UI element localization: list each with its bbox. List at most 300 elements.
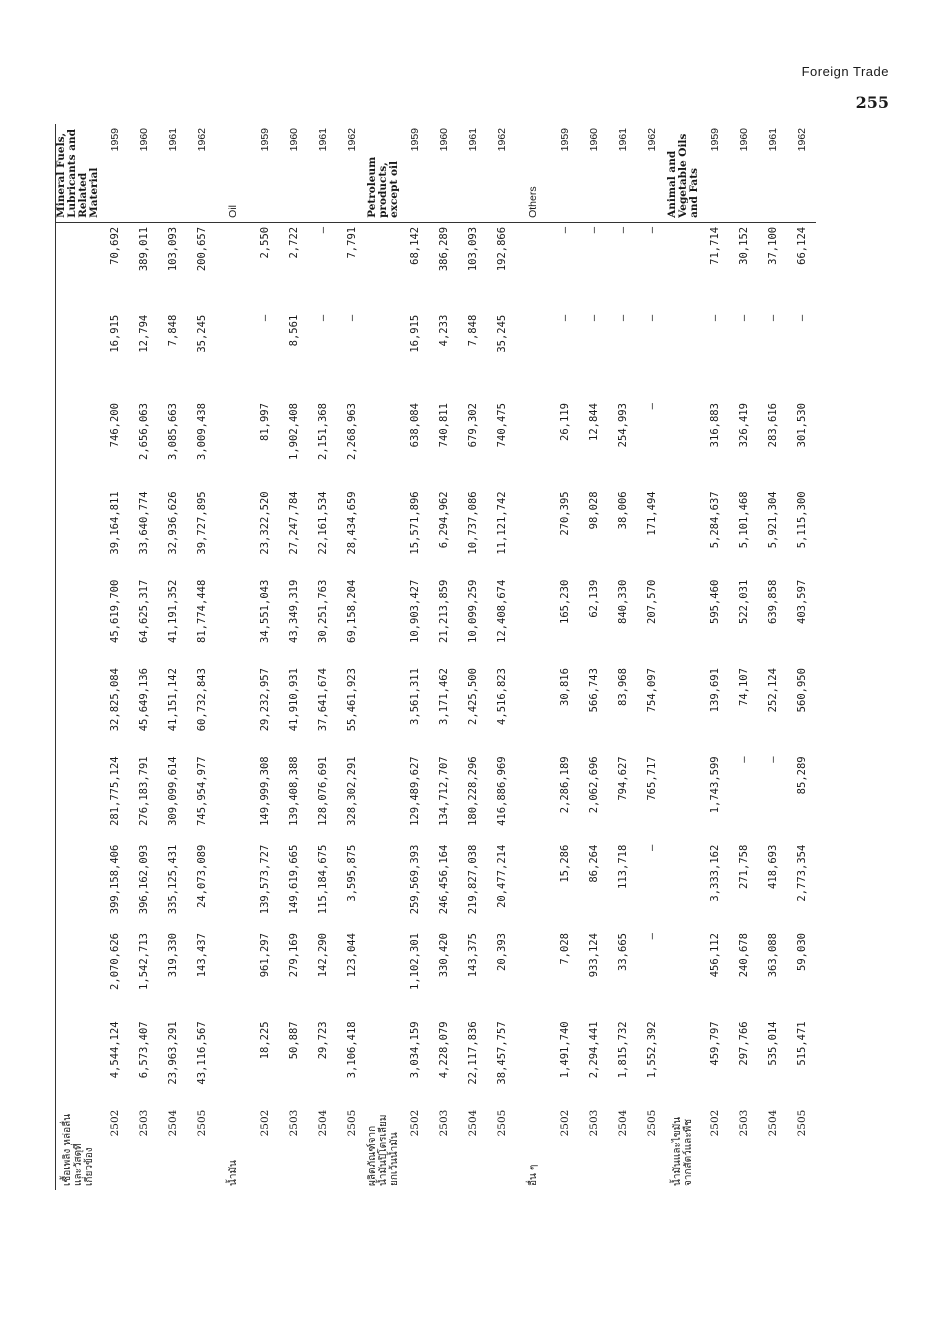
value-cell: 301,530 <box>795 403 808 448</box>
value-cell: 3,595,875 <box>345 844 358 902</box>
value-cell: 1,815,732 <box>616 1021 629 1079</box>
value-cell: 2,722 <box>287 226 300 259</box>
table-body <box>56 124 817 1190</box>
value-cell: 335,125,431 <box>166 844 179 915</box>
empty-cell <box>216 752 250 840</box>
value-cell: 32,936,626 <box>166 491 179 555</box>
value-cell: 2,268,963 <box>345 403 358 460</box>
value-cell: 41,151,142 <box>166 668 179 732</box>
value-cell: 4,544,124 <box>108 1021 121 1079</box>
value-cell: 37,100 <box>766 226 779 265</box>
empty-cell <box>56 664 101 752</box>
thai-year: 2504 <box>466 1109 479 1137</box>
value-cell: 64,625,317 <box>137 579 150 643</box>
value-cell: 10,737,086 <box>466 491 479 555</box>
value-cell: 139,691 <box>708 668 721 713</box>
value-cell: 7,848 <box>166 314 179 347</box>
value-cell: 134,712,707 <box>437 756 450 826</box>
thai-year: 2503 <box>737 1109 750 1137</box>
empty-cell <box>366 222 400 310</box>
value-cell: — <box>795 314 808 322</box>
trade-table <box>55 124 816 1190</box>
value-cell: — <box>645 226 658 234</box>
value-cell: 12,408,674 <box>495 579 508 643</box>
empty-cell <box>56 1017 101 1105</box>
value-cell: 143,375 <box>466 933 479 978</box>
value-cell: 1,542,713 <box>137 933 150 990</box>
english-year: 1961 <box>158 124 187 222</box>
value-cell: 200,657 <box>195 226 208 272</box>
empty-cell <box>366 841 400 929</box>
empty-cell <box>516 222 550 310</box>
group-label-row <box>366 124 400 1190</box>
table-row <box>429 124 458 1190</box>
table-row <box>787 124 816 1190</box>
english-year: 1962 <box>187 124 216 222</box>
empty-cell <box>366 752 400 840</box>
english-year: 1959 <box>400 124 429 222</box>
english-year: 1960 <box>729 124 758 222</box>
value-cell: 1,902,408 <box>287 403 300 460</box>
value-cell: 3,034,159 <box>408 1021 421 1079</box>
value-cell: 45,619,700 <box>108 579 121 643</box>
empty-cell <box>216 929 250 1017</box>
value-cell: 270,395 <box>558 491 571 536</box>
empty-cell <box>516 752 550 840</box>
table-row <box>250 124 279 1190</box>
english-year: 1959 <box>700 124 729 222</box>
value-cell: 192,866 <box>495 226 508 272</box>
value-cell: 60,732,843 <box>195 668 208 732</box>
value-cell: 418,693 <box>766 844 779 889</box>
value-cell: 26,119 <box>558 403 571 441</box>
group-label-english: Animal and Vegetable Oils and Fats <box>666 124 700 222</box>
value-cell: 39,164,811 <box>108 491 121 555</box>
value-cell: — <box>645 403 658 410</box>
table-row <box>729 124 758 1190</box>
value-cell: 35,245 <box>495 314 508 353</box>
value-cell: 745,954,977 <box>195 756 208 826</box>
value-cell: 2,294,441 <box>587 1021 600 1079</box>
group-label-row <box>516 124 550 1190</box>
english-year: 1961 <box>308 124 337 222</box>
value-cell: 456,112 <box>708 933 721 978</box>
value-cell: 143,437 <box>195 933 208 978</box>
value-cell: 297,766 <box>737 1021 750 1066</box>
value-cell: 279,169 <box>287 933 300 978</box>
value-cell: 399,158,406 <box>108 844 121 915</box>
group-label-english: Mineral Fuels, Lubricants and Related Material <box>56 124 101 222</box>
table-row <box>608 124 637 1190</box>
value-cell: 1,552,392 <box>645 1021 658 1079</box>
thai-year: 2502 <box>108 1109 121 1137</box>
value-cell: 319,330 <box>166 933 179 978</box>
thai-year: 2505 <box>195 1109 208 1137</box>
value-cell: 328,302,291 <box>345 756 358 826</box>
value-cell: — <box>587 314 600 322</box>
thai-year: 2502 <box>558 1109 571 1137</box>
value-cell: 165,230 <box>558 579 571 624</box>
value-cell: 240,678 <box>737 933 750 978</box>
thai-year: 2502 <box>708 1109 721 1137</box>
value-cell: 416,886,969 <box>495 756 508 826</box>
section-title: Foreign Trade <box>801 64 889 79</box>
table-row <box>400 124 429 1190</box>
group-label-english: Petroleum products, except oil <box>366 124 400 222</box>
empty-cell <box>516 664 550 752</box>
empty-cell <box>516 841 550 929</box>
empty-cell <box>666 841 700 929</box>
value-cell: 16,915 <box>108 314 121 353</box>
value-cell: 2,070,626 <box>108 933 121 990</box>
value-cell: 595,460 <box>708 579 721 624</box>
value-cell: 30,816 <box>558 668 571 706</box>
value-cell: 29,723 <box>316 1021 329 1060</box>
value-cell: 4,516,823 <box>495 668 508 725</box>
group-label-thai: น้ำมัน <box>227 1160 239 1186</box>
value-cell: 149,619,665 <box>287 844 300 915</box>
value-cell: — <box>645 844 658 852</box>
value-cell: 219,827,038 <box>466 844 479 915</box>
group-label-english: Others <box>516 124 550 222</box>
value-cell: 794,627 <box>616 756 629 801</box>
value-cell: 103,093 <box>466 226 479 272</box>
value-cell: 38,457,757 <box>495 1021 508 1085</box>
value-cell: 283,616 <box>766 403 779 448</box>
value-cell: — <box>766 756 779 763</box>
value-cell: 316,883 <box>708 403 721 448</box>
value-cell: 5,101,468 <box>737 491 750 549</box>
empty-cell <box>216 841 250 929</box>
thai-year: 2504 <box>616 1109 629 1137</box>
empty-cell <box>666 222 700 310</box>
empty-cell <box>366 311 400 399</box>
value-cell: 259,569,393 <box>408 844 421 915</box>
value-cell: 754,097 <box>645 668 658 713</box>
value-cell: 139,573,727 <box>258 844 271 915</box>
empty-cell <box>366 664 400 752</box>
value-cell: 50,887 <box>287 1021 300 1060</box>
english-year: 1962 <box>787 124 816 222</box>
value-cell: 207,570 <box>645 579 658 624</box>
value-cell: 679,302 <box>466 403 479 448</box>
table-row <box>550 124 579 1190</box>
value-cell: 35,245 <box>195 314 208 353</box>
value-cell: 68,142 <box>408 226 421 265</box>
english-year: 1961 <box>458 124 487 222</box>
english-year: 1960 <box>579 124 608 222</box>
empty-cell <box>666 576 700 664</box>
thai-year: 2505 <box>495 1109 508 1137</box>
table-row <box>579 124 608 1190</box>
empty-cell <box>666 311 700 399</box>
value-cell: 98,028 <box>587 491 600 530</box>
empty-cell <box>366 576 400 664</box>
value-cell: 30,251,763 <box>316 579 329 643</box>
value-cell: 55,461,923 <box>345 668 358 732</box>
table-row <box>187 124 216 1190</box>
value-cell: 33,665 <box>616 933 629 971</box>
value-cell: 330,420 <box>437 933 450 978</box>
value-cell: 85,289 <box>795 756 808 795</box>
value-cell: 7,791 <box>345 226 358 259</box>
value-cell: 123,044 <box>345 933 358 978</box>
group-label-thai: อื่น ๆ <box>527 1164 539 1186</box>
empty-cell <box>366 1017 400 1105</box>
table-row <box>700 124 729 1190</box>
value-cell: — <box>645 314 658 322</box>
empty-cell <box>516 399 550 487</box>
value-cell: 3,561,311 <box>408 668 421 725</box>
value-cell: 41,191,352 <box>166 579 179 643</box>
empty-cell <box>216 222 250 310</box>
empty-cell <box>216 576 250 664</box>
value-cell: 2,425,500 <box>466 668 479 725</box>
value-cell: 18,225 <box>258 1021 271 1060</box>
value-cell: 271,758 <box>737 844 750 889</box>
value-cell: 29,232,957 <box>258 668 271 732</box>
value-cell: 246,456,164 <box>437 844 450 915</box>
value-cell: 2,656,063 <box>137 403 150 460</box>
value-cell: 1,102,301 <box>408 933 421 990</box>
value-cell: 2,062,696 <box>587 756 600 814</box>
value-cell: 740,811 <box>437 403 450 448</box>
value-cell: 15,571,896 <box>408 491 421 555</box>
value-cell: 149,999,308 <box>258 756 271 826</box>
value-cell: 326,419 <box>737 403 750 448</box>
empty-cell <box>56 311 101 399</box>
english-year: 1962 <box>637 124 666 222</box>
english-year: 1961 <box>758 124 787 222</box>
value-cell: 24,073,089 <box>195 844 208 908</box>
value-cell: 459,797 <box>708 1021 721 1066</box>
value-cell: — <box>645 933 658 940</box>
table-row <box>100 124 129 1190</box>
value-cell: 22,117,836 <box>466 1021 479 1085</box>
empty-cell <box>216 311 250 399</box>
value-cell: 276,183,791 <box>137 756 150 826</box>
value-cell: — <box>558 226 571 234</box>
value-cell: 20,477,214 <box>495 844 508 908</box>
value-cell: — <box>345 314 358 322</box>
rotated-table-area <box>55 124 877 1190</box>
table-row <box>758 124 787 1190</box>
empty-cell <box>56 576 101 664</box>
value-cell: 180,228,296 <box>466 756 479 826</box>
value-cell: 1,491,740 <box>558 1021 571 1079</box>
thai-year: 2504 <box>166 1109 179 1137</box>
value-cell: 7,848 <box>466 314 479 347</box>
value-cell: 103,093 <box>166 226 179 272</box>
value-cell: 403,597 <box>795 579 808 624</box>
english-year: 1959 <box>100 124 129 222</box>
group-label-english: Oil <box>216 124 250 222</box>
value-cell: 281,775,124 <box>108 756 121 826</box>
value-cell: 32,825,084 <box>108 668 121 732</box>
thai-year: 2503 <box>437 1109 450 1137</box>
value-cell: — <box>737 756 750 763</box>
value-cell: 23,322,520 <box>258 491 271 555</box>
empty-cell <box>666 1017 700 1105</box>
table-row <box>308 124 337 1190</box>
value-cell: 21,213,859 <box>437 579 450 643</box>
value-cell: 252,124 <box>766 668 779 713</box>
group-label-row <box>216 124 250 1190</box>
value-cell: 38,006 <box>616 491 629 530</box>
value-cell: 15,286 <box>558 844 571 883</box>
value-cell: 3,085,663 <box>166 403 179 460</box>
group-label-thai: ผลิตภัณฑ์จากน้ำมันปิโตรเลียม ยกเว้นน้ำมัน <box>366 1114 400 1186</box>
english-year: 1959 <box>250 124 279 222</box>
value-cell: — <box>766 314 779 322</box>
table-row <box>637 124 666 1190</box>
table-row <box>458 124 487 1190</box>
thai-year: 2505 <box>345 1109 358 1137</box>
thai-year: 2504 <box>766 1109 779 1137</box>
value-cell: 396,162,093 <box>137 844 150 915</box>
value-cell: 560,950 <box>795 668 808 713</box>
value-cell: 740,475 <box>495 403 508 448</box>
value-cell: 81,997 <box>258 403 271 441</box>
value-cell: 113,718 <box>616 844 629 889</box>
empty-cell <box>516 929 550 1017</box>
value-cell: 30,152 <box>737 226 750 265</box>
value-cell: 2,550 <box>258 226 271 259</box>
empty-cell <box>666 487 700 575</box>
empty-cell <box>56 752 101 840</box>
value-cell: — <box>558 314 571 322</box>
value-cell: 4,228,079 <box>437 1021 450 1079</box>
thai-year: 2505 <box>645 1109 658 1137</box>
value-cell: 23,963,291 <box>166 1021 179 1085</box>
value-cell: 74,107 <box>737 668 750 706</box>
value-cell: 5,284,637 <box>708 491 721 549</box>
value-cell: 309,099,614 <box>166 756 179 826</box>
value-cell: 522,031 <box>737 579 750 624</box>
value-cell: 254,993 <box>616 403 629 448</box>
english-year: 1961 <box>608 124 637 222</box>
value-cell: 3,333,162 <box>708 844 721 902</box>
value-cell: 12,844 <box>587 403 600 441</box>
empty-cell <box>666 664 700 752</box>
value-cell: 638,084 <box>408 403 421 448</box>
empty-cell <box>56 222 101 310</box>
table-row <box>487 124 516 1190</box>
english-year: 1959 <box>550 124 579 222</box>
value-cell: 840,330 <box>616 579 629 624</box>
value-cell: 43,349,319 <box>287 579 300 643</box>
thai-year: 2503 <box>287 1109 300 1137</box>
empty-cell <box>216 664 250 752</box>
value-cell: 27,247,784 <box>287 491 300 555</box>
empty-cell <box>516 311 550 399</box>
value-cell: 639,858 <box>766 579 779 624</box>
value-cell: 171,494 <box>645 491 658 536</box>
value-cell: 43,116,567 <box>195 1021 208 1085</box>
value-cell: — <box>587 226 600 234</box>
value-cell: 20,393 <box>495 933 508 971</box>
page-header <box>802 64 889 112</box>
value-cell: 3,171,462 <box>437 668 450 725</box>
english-year: 1960 <box>129 124 158 222</box>
value-cell: 69,158,204 <box>345 579 358 643</box>
value-cell: 515,471 <box>795 1021 808 1066</box>
english-year: 1962 <box>487 124 516 222</box>
value-cell: 746,200 <box>108 403 121 448</box>
value-cell: 66,124 <box>795 226 808 265</box>
value-cell: 386,289 <box>437 226 450 272</box>
thai-year: 2503 <box>587 1109 600 1137</box>
value-cell: 70,692 <box>108 226 121 265</box>
value-cell: 81,774,448 <box>195 579 208 643</box>
value-cell: 2,151,368 <box>316 403 329 460</box>
empty-cell <box>516 1017 550 1105</box>
value-cell: 129,489,627 <box>408 756 421 826</box>
value-cell: 961,297 <box>258 933 271 978</box>
group-label-thai: เชื้อเพลิง หล่อลื่น และวัสดุที่เกี่ยวข้อง <box>56 1106 101 1190</box>
value-cell: 8,561 <box>287 314 300 347</box>
value-cell: 6,573,407 <box>137 1021 150 1079</box>
value-cell: 10,903,427 <box>408 579 421 643</box>
empty-cell <box>216 1017 250 1105</box>
value-cell: 6,294,962 <box>437 491 450 549</box>
empty-cell <box>56 487 101 575</box>
thai-year: 2502 <box>408 1109 421 1137</box>
value-cell: 16,915 <box>408 314 421 353</box>
value-cell: 59,030 <box>795 933 808 971</box>
empty-cell <box>666 752 700 840</box>
value-cell: 3,106,418 <box>345 1021 358 1079</box>
empty-cell <box>366 399 400 487</box>
english-year: 1962 <box>337 124 366 222</box>
value-cell: 566,743 <box>587 668 600 713</box>
value-cell: 142,290 <box>316 933 329 978</box>
value-cell: 2,286,189 <box>558 756 571 814</box>
value-cell: 7,028 <box>558 933 571 965</box>
value-cell: 28,434,659 <box>345 491 358 555</box>
value-cell: 4,233 <box>437 314 450 347</box>
empty-cell <box>516 576 550 664</box>
value-cell: 5,921,304 <box>766 491 779 549</box>
empty-cell <box>366 929 400 1017</box>
value-cell: 115,184,675 <box>316 844 329 915</box>
value-cell: — <box>616 226 629 234</box>
value-cell: 33,640,774 <box>137 491 150 555</box>
value-cell: 389,011 <box>137 226 150 272</box>
value-cell: 71,714 <box>708 226 721 265</box>
group-label-row <box>666 124 700 1190</box>
value-cell: — <box>616 314 629 322</box>
value-cell: 37,641,674 <box>316 668 329 732</box>
value-cell: 933,124 <box>587 933 600 978</box>
value-cell: 10,099,259 <box>466 579 479 643</box>
value-cell: — <box>316 314 329 322</box>
group-label-thai: น้ำมันและไขมันจากสัตว์และพืช <box>672 1116 694 1186</box>
value-cell: — <box>737 314 750 322</box>
value-cell: 22,161,534 <box>316 491 329 555</box>
value-cell: 41,910,931 <box>287 668 300 732</box>
table-row <box>279 124 308 1190</box>
thai-year: 2504 <box>316 1109 329 1137</box>
empty-cell <box>666 399 700 487</box>
value-cell: 139,408,388 <box>287 756 300 826</box>
value-cell: 1,743,599 <box>708 756 721 814</box>
english-year: 1960 <box>279 124 308 222</box>
value-cell: 11,121,742 <box>495 491 508 555</box>
value-cell: 3,009,438 <box>195 403 208 460</box>
value-cell: 62,139 <box>587 579 600 618</box>
empty-cell <box>216 487 250 575</box>
